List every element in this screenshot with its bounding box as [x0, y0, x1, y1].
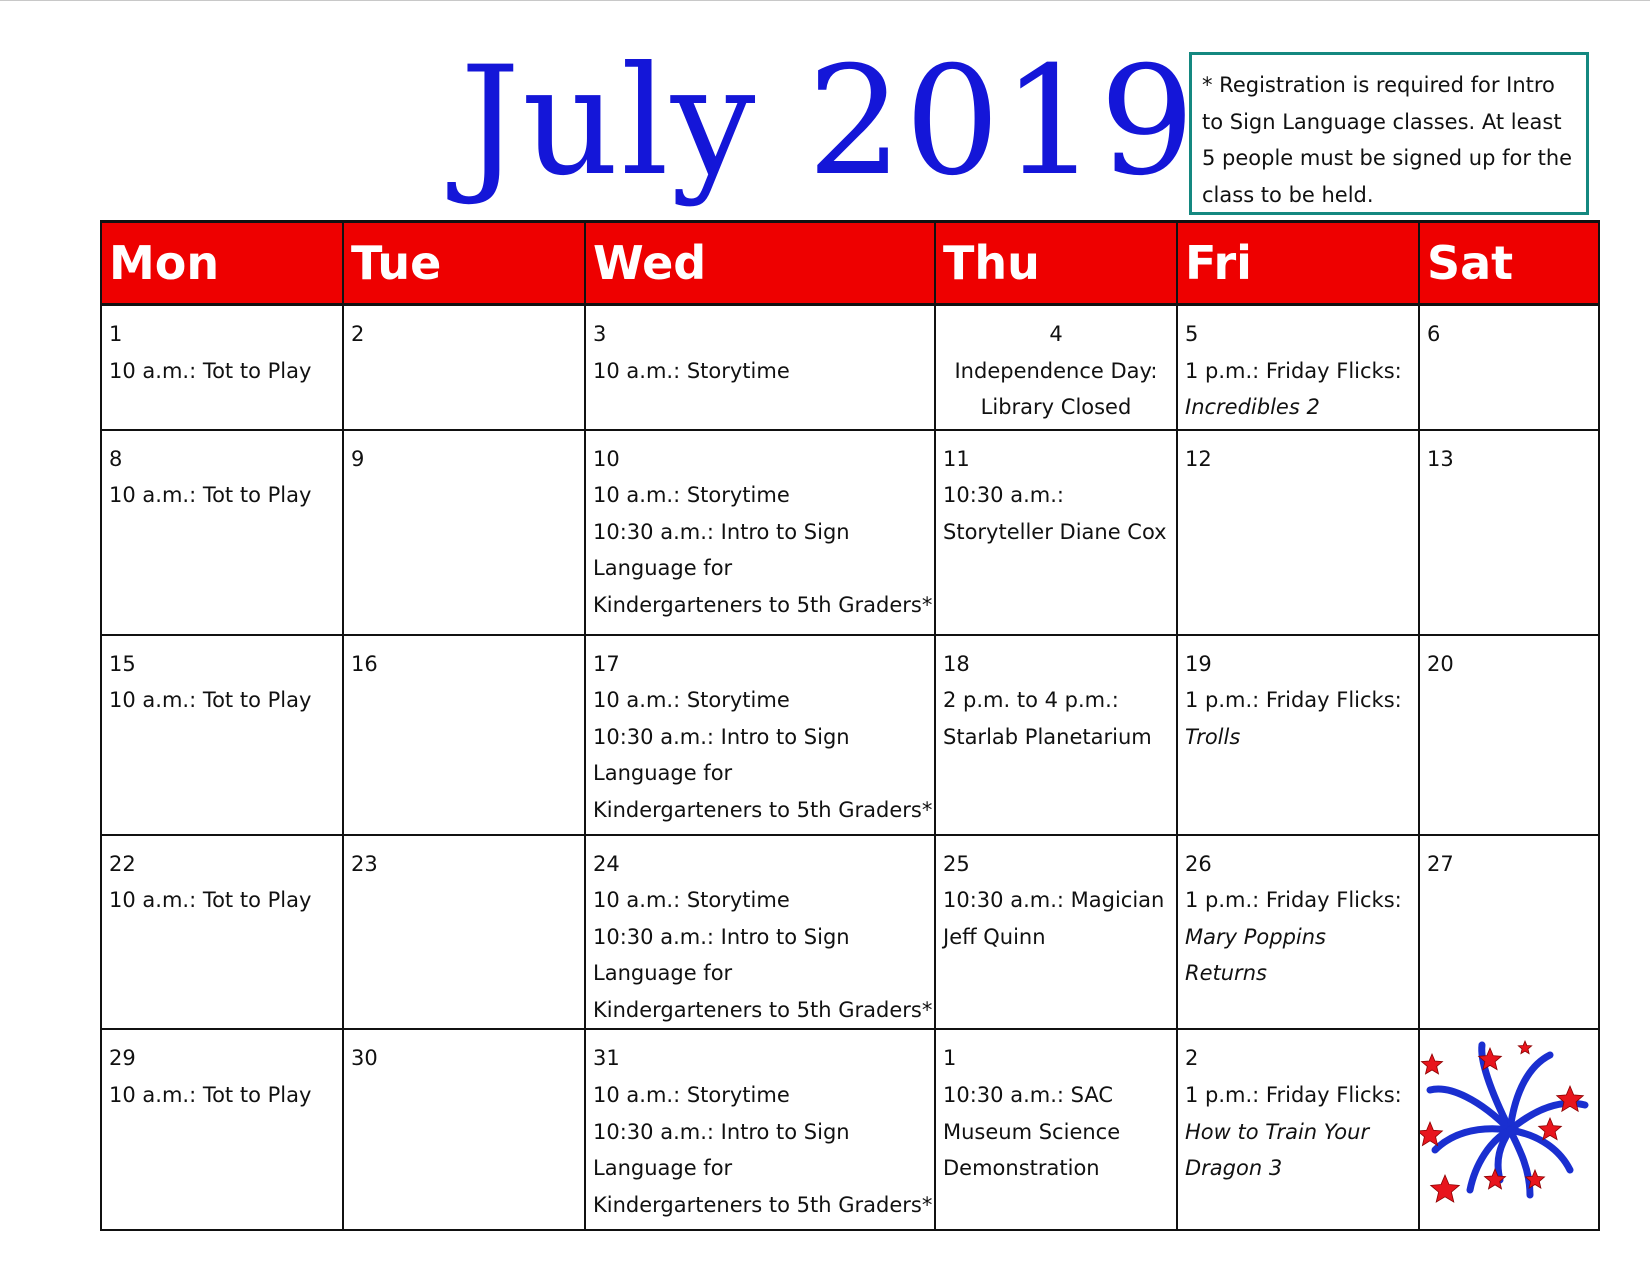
day-number: 13	[1427, 446, 1454, 471]
day-cell-content	[586, 636, 934, 829]
event-text: Kindergarteners to 5th Graders*	[593, 797, 933, 822]
day-cell-content	[102, 636, 342, 719]
day-cell	[585, 835, 935, 1030]
day-cell-content	[1178, 431, 1418, 478]
day-cell-content	[344, 836, 584, 883]
day-cell-content	[102, 1030, 342, 1113]
week-row	[101, 1029, 1599, 1230]
day-number: 12	[1185, 446, 1212, 471]
day-number: 29	[109, 1046, 136, 1071]
weekday-header-wed: Wed	[585, 222, 935, 305]
day-cell-content	[344, 431, 584, 478]
day-cell	[343, 305, 585, 430]
day-cell	[935, 1029, 1177, 1230]
event-text: 10:30 a.m.: Intro to Sign	[593, 924, 850, 949]
event-text: 10 a.m.: Storytime	[593, 358, 790, 383]
day-cell-content	[586, 1030, 934, 1223]
day-cell-content	[344, 636, 584, 683]
fireworks-icon	[1420, 1030, 1596, 1229]
day-cell	[101, 430, 343, 635]
day-cell	[1177, 635, 1419, 835]
day-cell-content	[586, 431, 934, 624]
week-row	[101, 635, 1599, 835]
event-text: 10:30 a.m.: Intro to Sign	[593, 1119, 850, 1144]
week-row	[101, 305, 1599, 430]
day-number: 25	[943, 851, 970, 876]
event-text: 10 a.m.: Tot to Play	[109, 888, 312, 913]
day-number: 24	[593, 851, 620, 876]
day-cell	[1177, 835, 1419, 1030]
event-text: 1 p.m.: Friday Flicks:	[1185, 358, 1402, 383]
day-cell	[1177, 430, 1419, 635]
day-cell-content	[1178, 836, 1418, 992]
event-text: 10 a.m.: Tot to Play	[109, 358, 312, 383]
day-number: 16	[351, 651, 378, 676]
day-cell-content	[1420, 836, 1598, 883]
day-number: 20	[1427, 651, 1454, 676]
day-cell-content	[1420, 1030, 1598, 1229]
event-text: Language for	[593, 556, 733, 581]
day-cell	[101, 635, 343, 835]
day-cell-content	[1420, 306, 1598, 353]
day-cell	[935, 430, 1177, 635]
day-number: 1	[109, 322, 123, 346]
movie-title: Mary Poppins	[1185, 924, 1326, 949]
weekday-header-tue: Tue	[343, 222, 585, 305]
day-cell-content	[936, 431, 1176, 551]
day-cell-content	[1420, 636, 1598, 683]
day-number: 17	[593, 651, 620, 676]
event-text: 10 a.m.: Storytime	[593, 1083, 790, 1108]
weekday-header-fri: Fri	[1177, 222, 1419, 305]
weekday-header-row	[101, 222, 1599, 305]
week-row	[101, 835, 1599, 1030]
day-number: 27	[1427, 851, 1454, 876]
event-text: Museum Science	[943, 1119, 1121, 1144]
day-cell	[1419, 835, 1599, 1030]
event-text: Starlab Planetarium	[943, 724, 1152, 749]
day-number: 31	[593, 1046, 620, 1071]
day-number: 8	[109, 446, 123, 471]
day-cell-content	[1178, 636, 1418, 756]
day-cell	[935, 305, 1177, 430]
day-cell	[1419, 1029, 1599, 1230]
weekday-header-thu: Thu	[935, 222, 1177, 305]
event-text: 2 p.m. to 4 p.m.:	[943, 688, 1119, 713]
day-cell-content	[1178, 1030, 1418, 1186]
day-cell	[343, 1029, 585, 1230]
calendar-grid	[100, 220, 1600, 1231]
day-cell-content	[102, 431, 342, 514]
day-number: 19	[1185, 651, 1212, 676]
day-cell	[1419, 305, 1599, 430]
movie-title: How to Train Your	[1185, 1119, 1370, 1144]
event-text: Storyteller Diane Cox	[943, 519, 1167, 544]
day-cell-content	[344, 306, 584, 353]
weekday-header-sat: Sat	[1419, 222, 1599, 305]
movie-title: Incredibles 2	[1185, 395, 1320, 420]
movie-title: Dragon 3	[1185, 1156, 1283, 1181]
day-number: 22	[109, 851, 136, 876]
day-cell	[1419, 635, 1599, 835]
day-cell	[1419, 430, 1599, 635]
event-text: Library Closed	[980, 395, 1132, 420]
event-text: Independence Day:	[954, 358, 1158, 383]
event-text: 1 p.m.: Friday Flicks:	[1185, 1083, 1402, 1108]
event-text: 1 p.m.: Friday Flicks:	[1185, 888, 1402, 913]
day-cell	[101, 1029, 343, 1230]
event-text: 10 a.m.: Tot to Play	[109, 1083, 312, 1108]
day-cell	[1177, 305, 1419, 430]
day-number: 30	[351, 1046, 378, 1071]
day-number: 15	[109, 651, 136, 676]
movie-title: Trolls	[1185, 724, 1241, 749]
event-text: 10:30 a.m.: Magician	[943, 888, 1165, 913]
day-number: 4	[1049, 322, 1063, 346]
day-number: 5	[1185, 322, 1199, 346]
day-number: 1	[943, 1046, 957, 1071]
day-number: 10	[593, 446, 620, 471]
day-cell	[343, 835, 585, 1030]
week-row	[101, 430, 1599, 635]
day-number: 3	[593, 322, 607, 346]
day-cell-content	[1420, 431, 1598, 478]
event-text: Kindergarteners to 5th Graders*	[593, 997, 933, 1022]
event-text: 10 a.m.: Storytime	[593, 688, 790, 713]
top-rule	[0, 0, 1650, 1]
day-cell-content	[102, 836, 342, 919]
event-text: 10:30 a.m.:	[943, 483, 1064, 508]
event-text: Language for	[593, 1156, 733, 1181]
event-text: 10 a.m.: Tot to Play	[109, 688, 312, 713]
event-text: 10:30 a.m.: SAC	[943, 1083, 1113, 1108]
event-text: 10:30 a.m.: Intro to Sign	[593, 519, 850, 544]
day-cell	[585, 635, 935, 835]
day-number: 2	[351, 322, 365, 346]
day-cell-content	[936, 836, 1176, 956]
event-text: Jeff Quinn	[943, 924, 1046, 949]
day-cell-content	[936, 306, 1176, 426]
event-text: 10:30 a.m.: Intro to Sign	[593, 724, 850, 749]
day-cell	[343, 430, 585, 635]
day-cell	[1177, 1029, 1419, 1230]
event-text: 10 a.m.: Storytime	[593, 888, 790, 913]
day-cell	[935, 635, 1177, 835]
day-number: 23	[351, 851, 378, 876]
event-text: Kindergarteners to 5th Graders*	[593, 1192, 933, 1217]
event-text: 1 p.m.: Friday Flicks:	[1185, 688, 1402, 713]
day-cell-content	[586, 306, 934, 389]
day-cell	[343, 635, 585, 835]
event-text: 10 a.m.: Tot to Play	[109, 483, 312, 508]
registration-note: * Registration is required for Intro to Sign Language classes. At least 5 people must be signed up for the class to be held.	[1189, 52, 1589, 215]
day-number: 6	[1427, 322, 1441, 346]
page-title: July 2019	[460, 35, 1197, 209]
day-cell	[585, 305, 935, 430]
day-cell-content	[102, 306, 342, 389]
day-cell	[101, 835, 343, 1030]
movie-title: Returns	[1185, 961, 1267, 986]
day-cell-content	[586, 836, 934, 1029]
day-cell-content	[936, 1030, 1176, 1186]
event-text: 10 a.m.: Storytime	[593, 483, 790, 508]
day-cell-content	[936, 636, 1176, 756]
day-number: 11	[943, 446, 970, 471]
event-text: Demonstration	[943, 1156, 1100, 1181]
day-number: 9	[351, 446, 365, 471]
day-number: 2	[1185, 1046, 1199, 1071]
day-cell	[585, 1029, 935, 1230]
day-cell-content	[1178, 306, 1418, 426]
event-text: Language for	[593, 761, 733, 786]
day-cell	[585, 430, 935, 635]
day-cell	[101, 305, 343, 430]
day-cell	[935, 835, 1177, 1030]
day-number: 18	[943, 651, 970, 676]
day-cell-content	[344, 1030, 584, 1077]
weekday-header-mon: Mon	[101, 222, 343, 305]
day-number: 26	[1185, 851, 1212, 876]
event-text: Language for	[593, 961, 733, 986]
event-text: Kindergarteners to 5th Graders*	[593, 592, 933, 617]
